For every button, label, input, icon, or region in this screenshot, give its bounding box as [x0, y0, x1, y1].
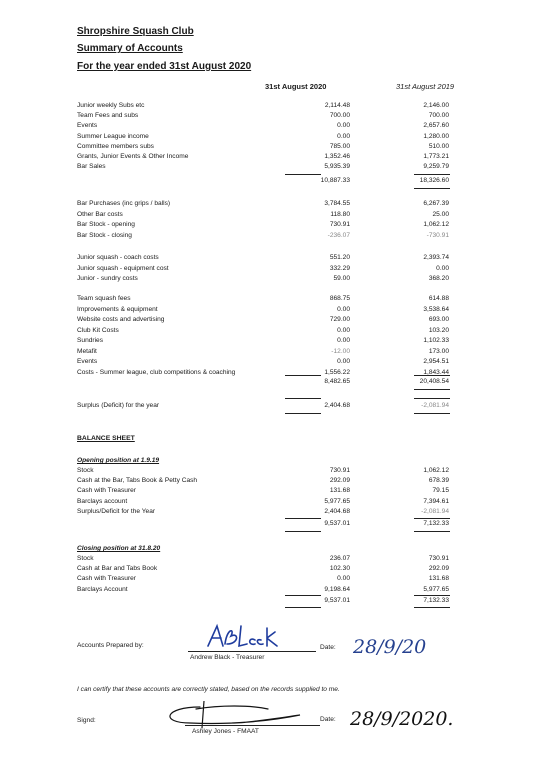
junior-cost-label: Junior squash - coach costs: [77, 254, 159, 261]
surplus-bottom-line-2019: [414, 413, 450, 414]
income-value-2020: 2,114.48: [324, 102, 350, 109]
other-cost-value-2020: -12.00: [331, 347, 350, 355]
surplus-bottom-line: [285, 413, 321, 414]
income-value-2019: 1,280.00: [423, 132, 449, 140]
income-value-2019: 9,259.79: [423, 163, 449, 171]
opening-value-2020: 292.09: [329, 477, 350, 485]
junior-cost-row: [77, 254, 477, 264]
opening-value-2019: -2,081.94: [421, 507, 449, 515]
opening-total-underline-2019: [414, 531, 450, 532]
closing-total-2019: 7,132.33: [423, 597, 449, 604]
opening-underline: [285, 518, 321, 519]
other-cost-value-2019: 614.88: [428, 295, 449, 302]
closing-total-underline: [285, 607, 321, 608]
costs-underline-2019: [414, 375, 450, 376]
junior-cost-row: [77, 275, 477, 285]
other-cost-label: Sundries: [77, 337, 104, 344]
income-value-2019: 1,773.21: [423, 153, 449, 160]
other-cost-value-2019: 173.00: [428, 347, 449, 355]
junior-cost-value-2019: 0.00: [436, 264, 449, 272]
prepared-name: Andrew Black - Treasurer: [190, 654, 265, 661]
income-value-2019: 700.00: [428, 112, 449, 120]
signed-label: Signd:: [77, 717, 96, 724]
closing-label: Stock: [77, 555, 94, 562]
column-header-2019: 31st August 2019: [396, 82, 455, 91]
surplus-top-line-2019: [414, 398, 450, 399]
signed-sign-line: [185, 725, 320, 726]
income-row: [77, 102, 477, 112]
closing-row: [77, 555, 477, 565]
bar-cost-value-2019: 1,062.12: [423, 221, 449, 228]
income-row: [77, 143, 477, 153]
prepared-date-label: Date:: [320, 644, 336, 651]
other-cost-row: [77, 327, 477, 337]
closing-value-2020: 236.07: [329, 555, 350, 562]
closing-total-2020: 9,537.01: [324, 597, 350, 604]
income-row: [77, 133, 477, 143]
other-cost-value-2019: 3,538.64: [423, 305, 449, 313]
opening-underline-2019: [414, 518, 450, 519]
income-label: Grants, Junior Events & Other Income: [77, 153, 189, 160]
income-label: Events: [77, 122, 98, 130]
income-label: Summer League income: [77, 132, 149, 140]
income-value-2019: 510.00: [428, 142, 449, 150]
other-cost-label: Team squash fees: [77, 295, 131, 302]
column-header-2020: 31st August 2020: [265, 82, 327, 91]
costs-underline: [285, 375, 321, 376]
income-total-underline: [414, 188, 450, 189]
closing-value-2019: 5,977.65: [423, 585, 449, 593]
closing-title: Closing position at 31.8.20: [77, 545, 161, 552]
opening-total-underline: [285, 531, 321, 532]
bar-cost-label: Bar Stock - opening: [77, 221, 135, 228]
income-value-2020: 0.00: [337, 122, 350, 130]
other-cost-value-2019: 103.20: [428, 326, 449, 334]
other-cost-value-2020: 0.00: [337, 305, 350, 313]
other-cost-value-2020: 729.00: [329, 316, 350, 323]
prepared-sign-line: [188, 651, 316, 652]
closing-row: [77, 565, 477, 575]
income-value-2019: 2,657.60: [423, 122, 449, 130]
opening-total-2019: 7,132.33: [423, 520, 449, 527]
opening-label: Cash at the Bar, Tabs Book & Petty Cash: [77, 477, 198, 485]
surplus-row: [77, 402, 477, 412]
other-cost-label: Events: [77, 358, 98, 365]
junior-cost-value-2019: 2,393.74: [423, 254, 449, 261]
income-label: Bar Sales: [77, 163, 106, 171]
bar-cost-value-2020: 3,784.55: [324, 200, 350, 207]
bar-cost-value-2019: 6,267.39: [423, 200, 449, 207]
closing-row: [77, 575, 477, 585]
signed-date-handwritten: 28/9/2020.: [350, 708, 454, 730]
opening-value-2019: 1,062.12: [423, 467, 449, 474]
junior-cost-row: [77, 265, 477, 275]
other-cost-value-2019: 1,102.33: [423, 337, 449, 344]
bar-cost-value-2020: -236.07: [327, 231, 350, 239]
other-cost-value-2020: 868.75: [329, 295, 350, 302]
other-cost-value-2019: 693.00: [428, 316, 449, 323]
opening-total-2020: 9,537.01: [324, 520, 350, 527]
bar-cost-row: [77, 232, 477, 242]
bar-cost-row: [77, 211, 477, 221]
opening-value-2019: 7,394.61: [423, 497, 449, 505]
opening-value-2020: 2,404.68: [324, 507, 350, 515]
closing-total-underline-2019: [414, 607, 450, 608]
opening-row: [77, 498, 477, 508]
bar-cost-value-2020: 730.91: [329, 221, 350, 228]
prepared-label: Accounts Prepared by:: [77, 642, 144, 649]
bar-cost-row: [77, 200, 477, 210]
income-row: [77, 112, 477, 122]
junior-cost-value-2020: 551.20: [329, 254, 350, 261]
junior-cost-value-2020: 59.00: [333, 275, 350, 282]
bar-cost-label: Other Bar costs: [77, 210, 123, 218]
opening-row: [77, 508, 477, 518]
income-value-2020: 5,935.39: [324, 163, 350, 171]
income-value-2020: 785.00: [329, 142, 350, 150]
opening-label: Barclays account: [77, 497, 128, 505]
income-value-2020: 0.00: [337, 132, 350, 140]
closing-underline: [285, 595, 321, 596]
closing-label: Cash at Bar and Tabs Book: [77, 565, 158, 573]
junior-cost-value-2020: 332.29: [329, 264, 350, 272]
other-cost-row: [77, 358, 477, 368]
income-underline: [285, 174, 321, 175]
costs-total-2020: 8,482.65: [324, 378, 350, 385]
opening-label: Surplus/Deficit for the Year: [77, 507, 156, 515]
closing-label: Barclays Account: [77, 585, 128, 593]
treasurer-signature: [205, 622, 285, 650]
other-cost-row: [77, 295, 477, 305]
other-cost-label: Improvements & equipment: [77, 305, 158, 313]
closing-value-2020: 9,198.64: [324, 585, 350, 593]
opening-value-2019: 678.39: [428, 477, 449, 485]
bar-cost-row: [77, 221, 477, 231]
other-cost-value-2020: 0.00: [337, 337, 350, 344]
opening-value-2019: 79.15: [432, 487, 449, 495]
club-title: Shropshire Squash Club: [77, 26, 194, 37]
costs-total-row: [77, 378, 477, 388]
other-cost-value-2020: 0.00: [337, 358, 350, 365]
surplus-2019: -2,081.94: [421, 402, 449, 409]
income-label: Team Fees and subs: [77, 112, 139, 120]
signed-name: Ashley Jones - FMAAT: [192, 728, 259, 735]
surplus-label: Surplus (Deficit) for the year: [77, 402, 160, 409]
bar-cost-value-2019: 25.00: [432, 210, 449, 218]
other-cost-label: Metafit: [77, 347, 97, 355]
closing-value-2019: 292.09: [428, 565, 449, 573]
bar-cost-value-2019: -730.91: [426, 231, 449, 239]
other-cost-row: [77, 306, 477, 316]
bar-cost-label: Bar Purchases (inc grips / balls): [77, 200, 171, 207]
closing-value-2019: 131.68: [428, 575, 449, 583]
other-cost-label: Website costs and advertising: [77, 316, 165, 323]
closing-total-row: [77, 597, 477, 607]
income-total-2019: 18,326.60: [419, 177, 449, 184]
signed-date-label: Date:: [320, 716, 336, 723]
other-cost-row: [77, 369, 477, 379]
income-row: [77, 153, 477, 163]
opening-value-2020: 730.91: [329, 467, 350, 474]
summary-title: Summary of Accounts: [77, 43, 183, 54]
closing-label: Cash with Treasurer: [77, 575, 136, 583]
surplus-top-line: [285, 398, 321, 399]
income-row: [77, 163, 477, 173]
bar-cost-value-2020: 118.80: [330, 210, 350, 218]
junior-cost-label: Junior - sundry costs: [77, 275, 138, 282]
opening-total-row: [77, 520, 477, 530]
opening-value-2020: 5,977.65: [324, 497, 350, 505]
opening-value-2020: 131.68: [329, 487, 350, 495]
opening-row: [77, 477, 477, 487]
income-label: Committee members subs: [77, 142, 154, 150]
opening-row: [77, 467, 477, 477]
junior-cost-value-2019: 368.20: [428, 275, 449, 282]
balance-sheet-title: BALANCE SHEET: [77, 435, 135, 442]
closing-value-2019: 730.91: [428, 555, 449, 562]
opening-title: Opening position at 1.9.19: [77, 457, 160, 464]
income-total-2020: 10,887.33: [320, 177, 350, 184]
bar-cost-label: Bar Stock - closing: [77, 231, 132, 239]
other-cost-row: [77, 316, 477, 326]
other-cost-row: [77, 348, 477, 358]
certify-statement: I can certify that these accounts are correctly stated, based on the records supplied to me.: [77, 686, 340, 693]
other-cost-value-2020: 1,556.22: [324, 368, 350, 376]
other-cost-row: [77, 337, 477, 347]
other-cost-value-2019: 1,843.44: [423, 368, 449, 376]
other-cost-label: Costs - Summer league, club competitions & coaching: [77, 368, 236, 376]
income-value-2019: 2,146.00: [423, 102, 449, 109]
surplus-2020: 2,404.68: [324, 402, 350, 409]
income-total-row: [77, 177, 477, 187]
income-underline-2019: [414, 174, 450, 175]
income-row: [77, 122, 477, 132]
income-value-2020: 1,352.46: [324, 153, 350, 160]
income-value-2020: 700.00: [329, 112, 350, 120]
other-cost-value-2019: 2,954.51: [423, 358, 449, 365]
income-label: Junior weekly Subs etc: [77, 102, 145, 109]
closing-value-2020: 0.00: [337, 575, 350, 583]
opening-row: [77, 487, 477, 497]
period-title: For the year ended 31st August 2020: [77, 61, 252, 72]
prepared-date-handwritten: 28/9/20: [353, 636, 427, 658]
junior-cost-label: Junior squash - equipment cost: [77, 264, 169, 272]
closing-value-2020: 102.30: [329, 565, 350, 573]
opening-label: Stock: [77, 467, 94, 474]
other-cost-label: Club Kit Costs: [77, 326, 119, 334]
costs-total-underline: [414, 389, 450, 390]
closing-underline-2019: [414, 595, 450, 596]
costs-total-2019: 20,408.54: [419, 378, 449, 385]
opening-label: Cash with Treasurer: [77, 487, 136, 495]
other-cost-value-2020: 0.00: [337, 326, 350, 334]
